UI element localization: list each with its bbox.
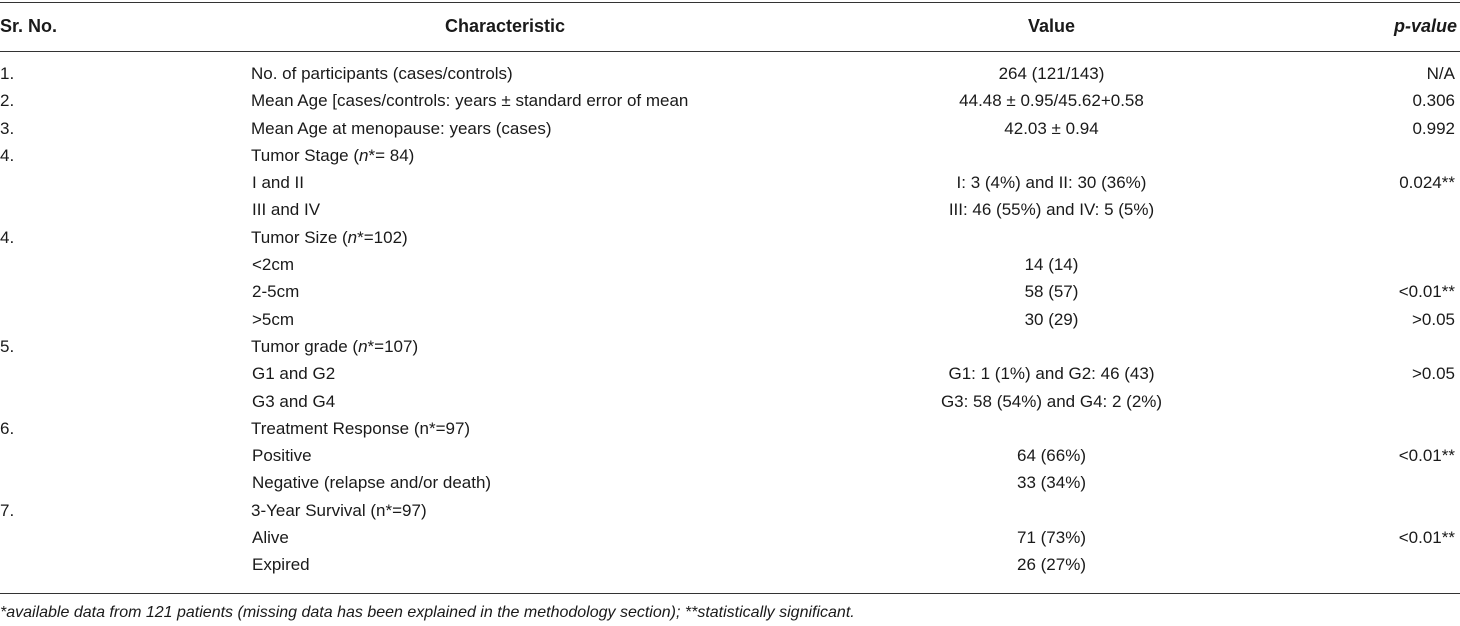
characteristic-cell: I and II	[252, 173, 304, 193]
value-cell: 42.03 ± 0.94	[1004, 118, 1099, 138]
sr-cell: 6.	[0, 418, 15, 438]
characteristic-cell: Mean Age [cases/controls: years ± standard error of mean	[251, 91, 689, 111]
sr-cell: 4.	[0, 227, 15, 247]
table-row	[0, 442, 1460, 469]
table-row	[0, 333, 1460, 360]
bottom-rule	[0, 593, 1460, 594]
table-footnote: *available data from 121 patients (missing data has been explained in the methodology section); **statistically significant.	[0, 604, 855, 621]
table-body	[0, 60, 1460, 579]
table-row	[0, 60, 1460, 87]
value-cell: 264 (121/143)	[998, 64, 1105, 83]
sr-cell: 5.	[0, 336, 15, 356]
characteristic-cell: Mean Age at menopause: years (cases)	[251, 118, 552, 138]
table-row	[0, 251, 1460, 278]
characteristic-cell: Tumor Stage (n*= 84)	[251, 145, 415, 165]
characteristic-cell: <2cm	[252, 255, 295, 275]
table-row	[0, 469, 1460, 496]
table-row	[0, 524, 1460, 551]
sr-cell: 1.	[0, 64, 15, 83]
sr-cell: 4.	[0, 145, 15, 165]
value-cell: 58 (57)	[1024, 282, 1079, 302]
characteristic-cell: 3-Year Survival (n*=97)	[251, 500, 427, 520]
p-value-cell: <0.01**	[1398, 446, 1455, 466]
characteristic-cell: Negative (relapse and/or death)	[252, 473, 492, 493]
header-p-value: p-value	[1393, 16, 1457, 36]
header-sr-no: Sr. No.	[0, 16, 58, 36]
characteristic-cell: G3 and G4	[252, 391, 336, 411]
table-row	[0, 388, 1460, 415]
characteristic-cell: G1 and G2	[252, 364, 336, 384]
sr-cell: 3.	[0, 118, 15, 138]
characteristic-cell: Treatment Response (n*=97)	[251, 418, 471, 438]
p-value-cell: 0.306	[1412, 91, 1455, 111]
p-value-cell: 0.992	[1412, 118, 1455, 138]
value-cell: III: 46 (55%) and IV: 5 (5%)	[948, 200, 1155, 220]
characteristic-cell: >5cm	[252, 309, 295, 329]
value-cell: 30 (29)	[1024, 309, 1079, 329]
table-row	[0, 115, 1460, 142]
value-cell: 64 (66%)	[1017, 446, 1086, 466]
header-value: Value	[1027, 16, 1076, 36]
table-row	[0, 306, 1460, 333]
characteristic-cell: No. of participants (cases/controls)	[251, 64, 513, 83]
value-cell: 26 (27%)	[1017, 555, 1086, 575]
characteristic-cell: Positive	[252, 446, 312, 466]
p-value-cell: >0.05	[1411, 364, 1455, 384]
table-row	[0, 142, 1460, 169]
header-rule	[0, 51, 1460, 52]
sr-cell: 7.	[0, 500, 15, 520]
characteristic-cell: 2-5cm	[252, 282, 300, 302]
value-cell: I: 3 (4%) and II: 30 (36%)	[956, 173, 1147, 193]
table-row	[0, 497, 1460, 524]
p-value-cell: >0.05	[1411, 309, 1455, 329]
characteristic-cell: III and IV	[252, 200, 321, 220]
value-cell: 14 (14)	[1024, 255, 1079, 275]
value-cell: 71 (73%)	[1017, 528, 1086, 548]
table-row	[0, 278, 1460, 305]
value-cell: G3: 58 (54%) and G4: 2 (2%)	[940, 391, 1163, 411]
table-row	[0, 196, 1460, 223]
p-value-cell: N/A	[1426, 64, 1455, 83]
sr-cell: 2.	[0, 91, 15, 111]
table-row	[0, 87, 1460, 114]
table-row	[0, 551, 1460, 578]
table-row	[0, 224, 1460, 251]
p-value-cell: <0.01**	[1398, 282, 1455, 302]
table-row	[0, 169, 1460, 196]
characteristic-cell: Alive	[252, 528, 289, 548]
value-cell: 33 (34%)	[1017, 473, 1086, 493]
characteristic-cell: Tumor Size (n*=102)	[251, 227, 408, 247]
p-value-cell: 0.024**	[1399, 173, 1455, 193]
table-row	[0, 360, 1460, 387]
top-rule	[0, 2, 1460, 3]
value-cell: G1: 1 (1%) and G2: 46 (43)	[948, 364, 1155, 384]
characteristic-cell: Tumor grade (n*=107)	[251, 336, 419, 356]
header-characteristic: Characteristic	[444, 16, 566, 36]
table-row	[0, 415, 1460, 442]
p-value-cell: <0.01**	[1398, 528, 1455, 548]
characteristic-cell: Expired	[252, 555, 310, 575]
value-cell: 44.48 ± 0.95/45.62+0.58	[959, 91, 1144, 111]
